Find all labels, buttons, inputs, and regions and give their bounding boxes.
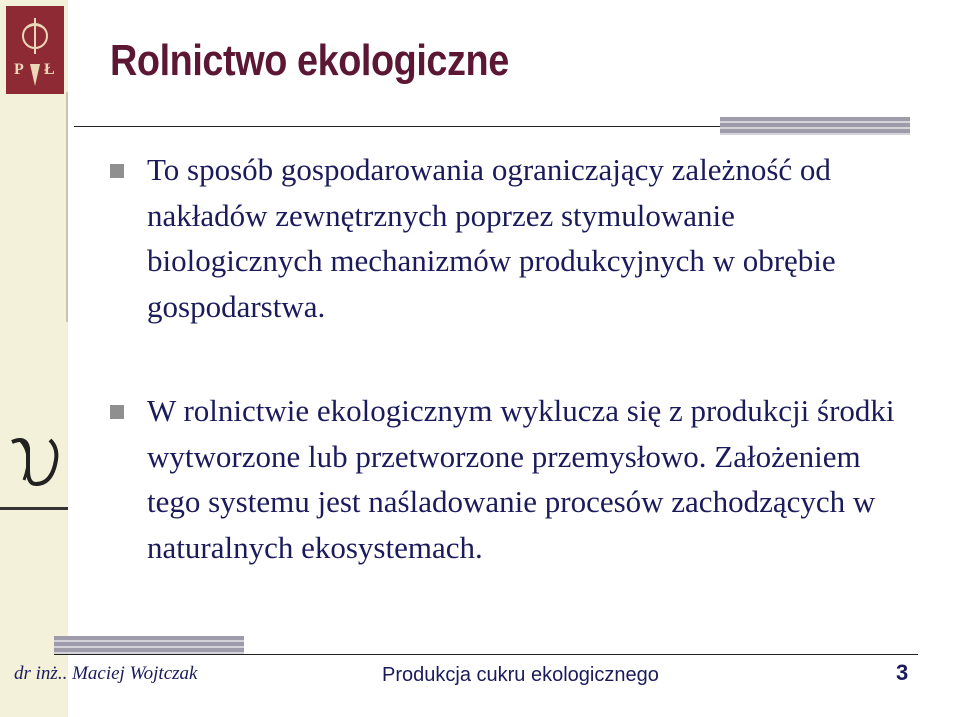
footer-rule [54, 654, 918, 655]
decorative-letter-icon [6, 430, 64, 490]
svg-text:Ł: Ł [44, 61, 55, 78]
title-underline [74, 126, 720, 127]
title-decorative-bar [720, 117, 910, 135]
bullet-marker [110, 164, 124, 178]
bullet-text: To sposób gospodarowania ograniczający zależność od nakładów zewnętrznych poprzez stymulowanie biologicznych mechanizmów produkcyjnych w obrębie gospodarstwa. [147, 152, 836, 324]
svg-text:P: P [14, 61, 24, 78]
footer-title: Produkcja cukru ekologicznego [382, 664, 659, 686]
footer-decorative-bar [54, 636, 244, 654]
university-emblem-icon [6, 6, 64, 94]
slide-title: Rolnictwo ekologiczne [110, 36, 509, 85]
left-stripe [66, 92, 68, 322]
left-divider [0, 507, 68, 510]
footer-author: dr inż.. Maciej Wojtczak [14, 663, 198, 684]
bullet-text: W rolnictwie ekologicznym wyklucza się z produkcji środki wytworzone lub przetworzone przemysłowo. Założeniem tego systemu jest naśladowanie procesów zachodzących w naturalnych ekosystemach. [147, 393, 895, 565]
left-decorative-band [0, 0, 68, 717]
bullet-marker [110, 405, 124, 419]
page-number: 3 [896, 660, 909, 685]
